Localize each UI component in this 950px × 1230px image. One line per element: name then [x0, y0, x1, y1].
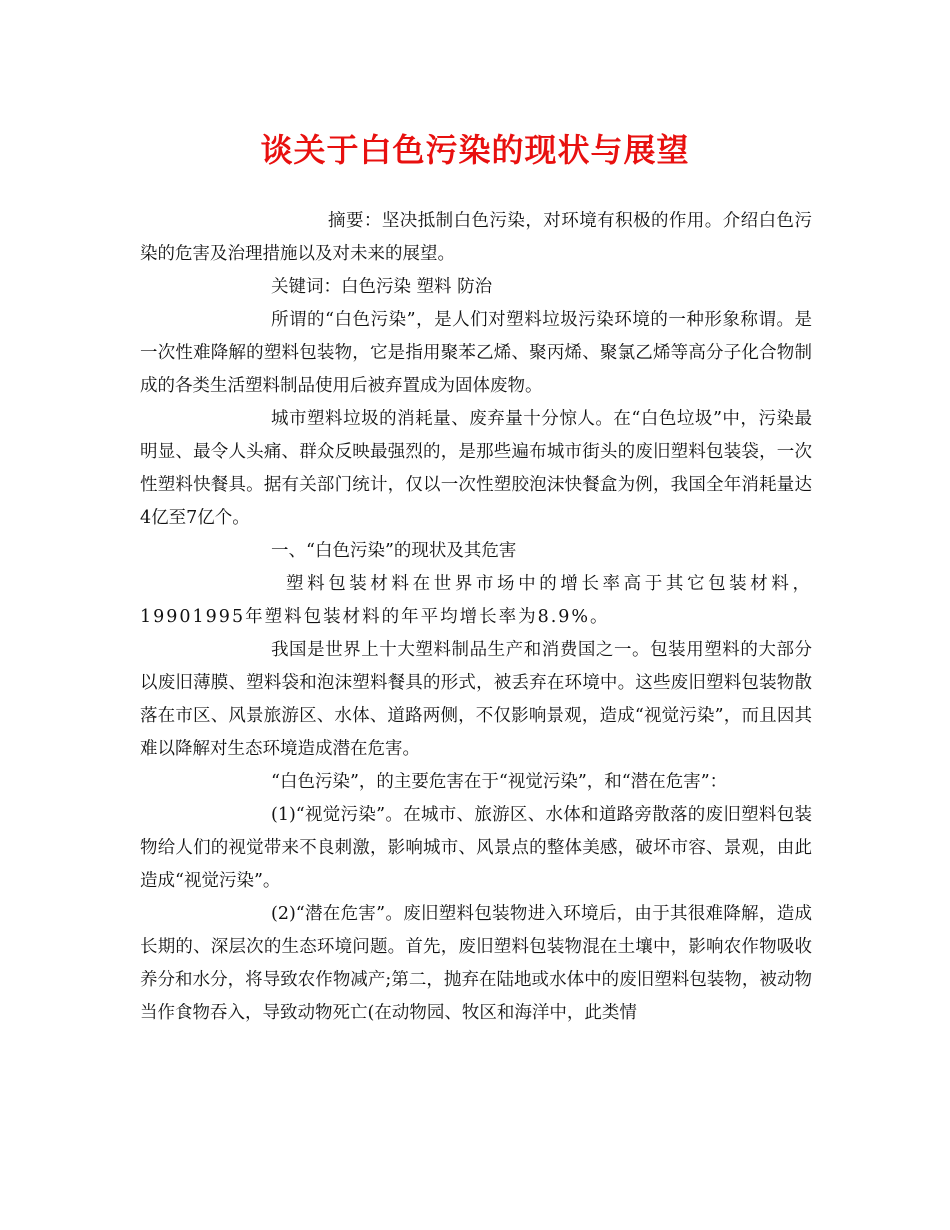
- keywords-paragraph: 关键词：白色污染 塑料 防治: [271, 277, 493, 297]
- body-paragraph: (1)“视觉污染”。在城市、旅游区、水体和道路旁散落的废旧塑料包装物给人们的视觉带来不良刺激，影响城市、风景点的整体美感，破坏市容、景观，由此造成“视觉污染”。: [140, 805, 812, 891]
- body-paragraph: 所谓的“白色污染”，是人们对塑料垃圾污染环境的一种形象称谓。是一次性难降解的塑料包装物，它是指用聚苯乙烯、聚丙烯、聚氯乙烯等高分子化合物制成的各类生活塑料制品使用后被弃置成为固体废物。: [140, 310, 812, 396]
- section-heading: 一、“白色污染”的现状及其危害: [271, 541, 517, 561]
- document-body: [140, 205, 812, 1030]
- body-paragraph: (2)“潜在危害”。废旧塑料包装物进入环境后，由于其很难降解，造成长期的、深层次的生态环境问题。首先，废旧塑料包装物混在土壤中，影响农作物吸收养分和水分，将导致农作物减产;第二，抛弃在陆地或水体中的废旧塑料包装物，被动物当作食物吞入，导致动物死亡(在动物园、牧区和海洋中，此类情: [140, 904, 812, 1023]
- body-paragraph: “白色污染”，的主要危害在于“视觉污染”，和“潜在危害”：: [271, 772, 728, 792]
- document-title: 谈关于白色污染的现状与展望: [260, 131, 690, 169]
- abstract-paragraph: 摘要：坚决抵制白色污染，对环境有积极的作用。介绍白色污染的危害及治理措施以及对未来的展望。: [140, 211, 812, 264]
- body-paragraph: 塑料包装材料在世界市场中的增长率高于其它包装材料，19901995年塑料包装材料的年平均增长率为8.9%。: [140, 574, 812, 627]
- body-paragraph: 我国是世界上十大塑料制品生产和消费国之一。包装用塑料的大部分以废旧薄膜、塑料袋和泡沫塑料餐具的形式，被丢弃在环境中。这些废旧塑料包装物散落在市区、风景旅游区、水体、道路两侧，不仅影响景观，造成“视觉污染”，而且因其难以降解对生态环境造成潜在危害。: [140, 640, 812, 759]
- body-paragraph: 城市塑料垃圾的消耗量、废弃量十分惊人。在“白色垃圾”中，污染最明显、最令人头痛、群众反映最强烈的，是那些遍布城市街头的废旧塑料包装袋，一次性塑料快餐具。据有关部门统计，仅以一次性塑胶泡沫快餐盒为例，我国全年消耗量达4亿至7亿个。: [140, 409, 812, 528]
